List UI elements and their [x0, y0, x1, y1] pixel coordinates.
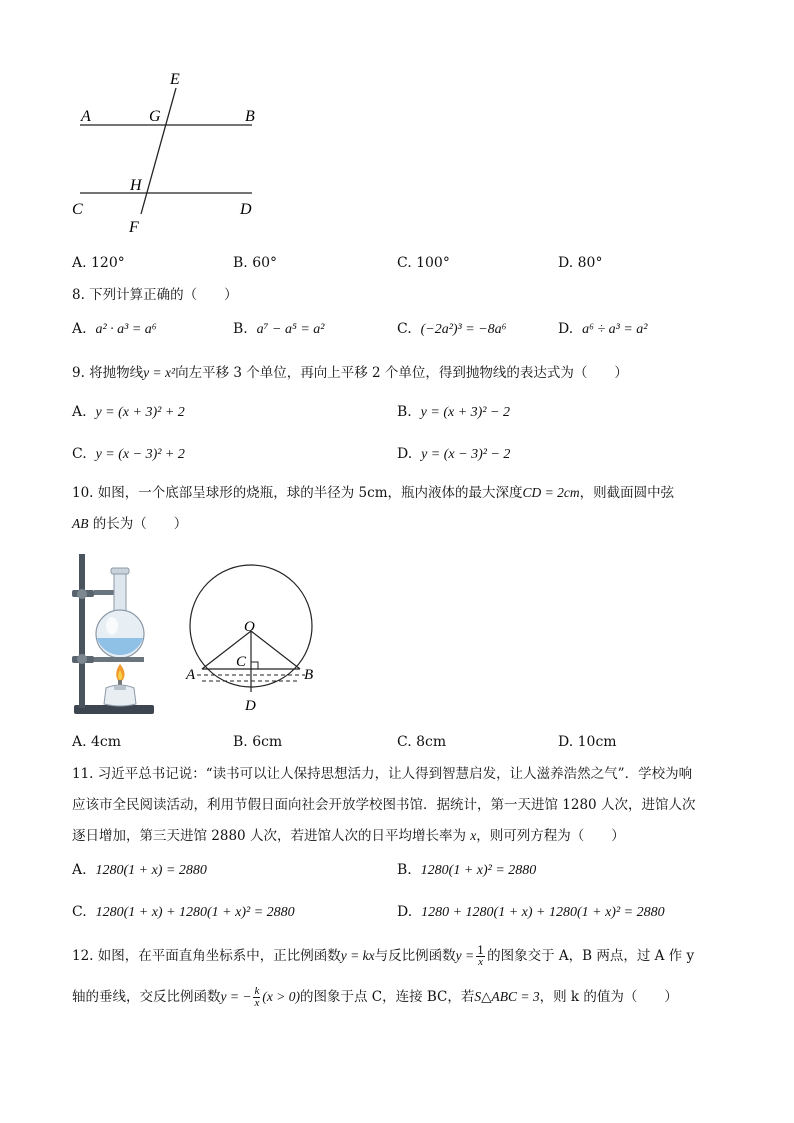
- label-a-circle: A: [186, 667, 196, 683]
- option-expression: (−2a²)³ = −8a⁶: [420, 322, 507, 337]
- fraction-k-over-x: [253, 986, 260, 1009]
- right-angle-mark: [251, 662, 258, 669]
- option-letter: A.: [72, 404, 87, 420]
- q8-option-a[interactable]: [72, 321, 157, 338]
- option-expression: y = (x + 3)² − 2: [420, 405, 510, 420]
- q12-line1-expr2-lhs: y =: [455, 948, 475, 963]
- label-d-circle: D: [245, 698, 256, 714]
- q9-stem-post: 向左平移 3 个单位，再向上平移 2 个单位，得到抛物线的表达式为（ ）: [175, 365, 628, 381]
- option-letter: B.: [233, 321, 248, 337]
- option-letter: D.: [397, 904, 413, 920]
- q12-line1-pre: 12. 如图，在平面直角坐标系中，正比例函数: [72, 948, 341, 964]
- option-letter: C.: [72, 904, 87, 920]
- q12-stem-line2: [72, 986, 678, 1009]
- parallel-lines-figure: [60, 66, 280, 238]
- q8-option-c[interactable]: [397, 321, 507, 338]
- q7-option-c[interactable]: C. 100°: [397, 255, 450, 271]
- q11-option-d[interactable]: [397, 904, 665, 921]
- q12-line2-mid: 的图象于点 C，连接 BC，若: [299, 989, 475, 1005]
- q10-line2-post: 的长为（ ）: [88, 516, 188, 532]
- q10-stem-line1: [72, 483, 674, 503]
- q8-option-b[interactable]: [233, 321, 324, 338]
- option-letter: B.: [397, 404, 412, 420]
- q10-stem-line2: [72, 514, 187, 534]
- q11-option-a[interactable]: [72, 862, 207, 879]
- label-b-circle: B: [304, 667, 314, 683]
- fraction-denominator: x: [254, 997, 260, 1009]
- option-expression: a² · a³ = a⁶: [95, 322, 157, 337]
- option-expression: y = (x − 3)² − 2: [421, 447, 511, 462]
- option-expression: 1280 + 1280(1 + x) + 1280(1 + x)² = 2880: [421, 905, 665, 920]
- q11-line3-post: ，则可列方程为（ ）: [476, 828, 625, 844]
- q9-stem-expr: y = x²: [143, 365, 176, 380]
- q12-line2-expr-cond: (x > 0): [262, 989, 300, 1004]
- option-letter: C.: [72, 446, 87, 462]
- q12-line2-expr-area: S△ABC = 3: [474, 989, 540, 1004]
- option-letter: A.: [72, 321, 87, 337]
- q9-option-b[interactable]: [397, 404, 510, 421]
- label-a: A: [81, 108, 91, 125]
- option-letter: A.: [72, 862, 87, 878]
- q9-stem: [72, 363, 628, 383]
- fraction-numerator: 1: [477, 944, 485, 957]
- q11-option-c[interactable]: [72, 904, 295, 921]
- q10-option-a[interactable]: A. 4cm: [72, 734, 122, 750]
- option-expression: a⁷ − a⁵ = a²: [256, 322, 325, 337]
- q8-option-d[interactable]: [558, 321, 648, 338]
- q12-stem-line1: [72, 945, 694, 968]
- q12-line2-pre: 轴的垂线，交反比例函数: [72, 989, 221, 1005]
- q9-option-a[interactable]: [72, 404, 185, 421]
- q10-option-c[interactable]: C. 8cm: [397, 734, 447, 750]
- label-c: C: [72, 201, 83, 218]
- label-e: E: [170, 71, 180, 88]
- option-expression: 1280(1 + x) + 1280(1 + x)² = 2880: [95, 905, 295, 920]
- q9-stem-pre: 9. 将抛物线: [72, 365, 144, 381]
- option-expression: 1280(1 + x) = 2880: [95, 863, 207, 878]
- fraction-denominator: x: [478, 956, 484, 968]
- q10-option-d[interactable]: D. 10cm: [558, 734, 617, 750]
- q12-line1-mid: 与反比例函数: [374, 948, 456, 964]
- label-g: G: [149, 108, 161, 125]
- q12-line1-post: 的图象交于 A，B 两点，过 A 作 y: [487, 948, 695, 964]
- flask-apparatus-illustration: [70, 546, 162, 722]
- q10-option-b[interactable]: B. 6cm: [233, 734, 283, 750]
- q7-option-a[interactable]: A. 120°: [72, 255, 125, 271]
- transversal-ef: [141, 88, 176, 214]
- q8-stem: 8. 下列计算正确的（ ）: [72, 287, 238, 303]
- q9-option-c[interactable]: [72, 446, 185, 463]
- q12-line1-expr1: y = kx: [340, 948, 375, 963]
- q10-line1-expr: CD = 2cm: [522, 485, 580, 500]
- q10-line1-post: ，则截面圆中弦: [579, 485, 675, 501]
- option-expression: 1280(1 + x)² = 2880: [420, 863, 537, 878]
- option-letter: B.: [397, 862, 412, 878]
- q9-option-d[interactable]: [397, 446, 510, 463]
- option-expression: y = (x − 3)² + 2: [95, 447, 185, 462]
- q11-stem-line2: 应该市全民阅读活动，利用节假日面向社会开放学校图书馆．据统计，第一天进馆 1280 人次，进馆人次: [72, 797, 696, 813]
- q7-option-b[interactable]: B. 60°: [233, 255, 278, 271]
- option-letter: D.: [397, 446, 413, 462]
- label-h: H: [130, 177, 142, 194]
- q10-line1-pre: 10. 如图，一个底部呈球形的烧瓶，球的半径为 5cm，瓶内液体的最大深度: [72, 485, 523, 501]
- q7-option-d[interactable]: D. 80°: [558, 255, 603, 271]
- q11-stem-line3: [72, 826, 625, 846]
- label-b: B: [245, 108, 255, 125]
- q11-line3-var: x: [470, 828, 477, 843]
- label-d: D: [240, 201, 252, 218]
- q12-line2-post: ，则 k 的值为（ ）: [539, 989, 678, 1005]
- q11-line3-pre: 逐日增加，第三天进馆 2880 人次，若进馆人次的日平均增长率为: [72, 828, 471, 844]
- q10-line2-expr: AB: [72, 516, 89, 531]
- option-expression: y = (x + 3)² + 2: [95, 405, 185, 420]
- option-expression: a⁶ ÷ a³ = a²: [582, 322, 648, 337]
- q11-stem-line1: 11. 习近平总书记说：“读书可以让人保持思想活力，让人得到智慧启发，让人滋养浩然之气”．学校为响: [72, 766, 693, 782]
- option-letter: D.: [558, 321, 574, 337]
- q11-option-b[interactable]: [397, 862, 536, 879]
- label-f: F: [129, 219, 139, 236]
- label-o: O: [244, 619, 255, 635]
- q12-line2-expr-lhs: y = −: [220, 989, 252, 1004]
- fraction-1-over-x: [476, 945, 485, 968]
- circle-cross-section-diagram: [180, 540, 330, 718]
- option-letter: C.: [397, 321, 412, 337]
- label-c-circle: C: [236, 654, 247, 670]
- fraction-numerator: k: [254, 985, 260, 997]
